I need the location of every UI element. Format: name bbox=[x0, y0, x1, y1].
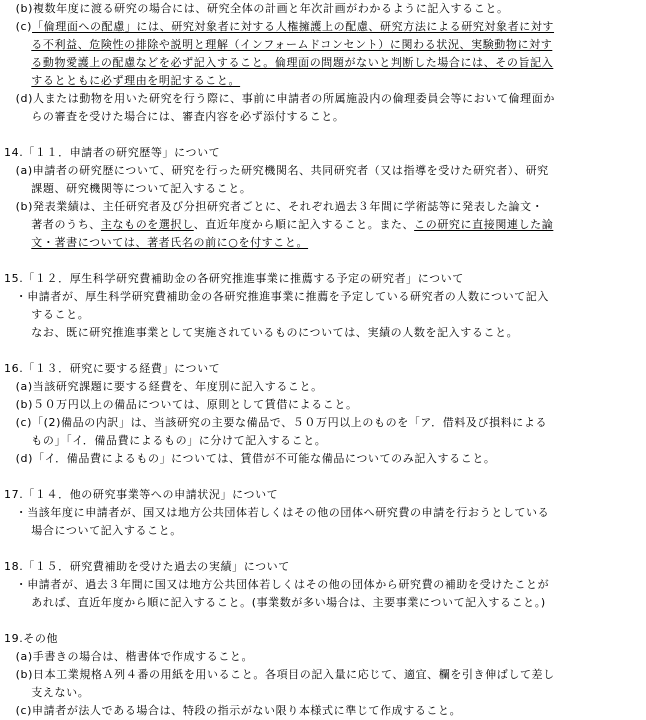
text-segment: (b)日本工業規格Ａ列４番の用紙を用いること。各項目の記入量に応じて、適宜、欄を引き伸ばして差し bbox=[4, 668, 555, 681]
text-segment: (c) bbox=[4, 20, 33, 33]
text-segment bbox=[4, 74, 31, 87]
text-line bbox=[4, 486, 642, 504]
text-segment: (a)当該研究課題に要する経費を、年度別に記入すること。 bbox=[4, 380, 323, 393]
text-segment: なお、既に研究推進事業として実施されているものについては、実績の人数を記入すること。 bbox=[4, 326, 519, 339]
text-line bbox=[4, 684, 642, 702]
text-segment: 14.「１１．申請者の研究歴等」について bbox=[4, 146, 221, 159]
text-line bbox=[4, 522, 642, 540]
text-line bbox=[4, 72, 642, 90]
text-segment: (a)手書きの場合は、楷書体で作成すること。 bbox=[4, 650, 254, 663]
text-line bbox=[4, 648, 642, 666]
text-segment: 19.その他 bbox=[4, 632, 59, 645]
text-segment bbox=[4, 56, 31, 69]
text-line bbox=[4, 396, 642, 414]
text-line bbox=[4, 36, 642, 54]
underlined-text: この研究に直接関連した論 bbox=[414, 218, 554, 231]
text-segment: (a)申請者の研究歴について、研究を行った研究機関名、共同研究者（又は指導を受けた研究者）、研究 bbox=[4, 164, 549, 177]
text-segment: あれば、直近年度から順に記入すること。(事業数が多い場合は、主要事業について記入すること。) bbox=[4, 596, 546, 609]
text-line bbox=[4, 666, 642, 684]
text-segment bbox=[4, 236, 31, 249]
text-segment: ・当該年度に申請者が、国又は地方公共団体若しくはその他の団体へ研究費の申請を行おうとしている bbox=[4, 506, 550, 519]
text-segment: (b)発表業績は、主任研究者及び分担研究者ごとに、それぞれ過去３年間に学術誌等に発表した論文・ bbox=[4, 200, 544, 213]
text-line bbox=[4, 594, 642, 612]
text-segment: らの審査を受けた場合には、審査内容を必ず添付すること。 bbox=[4, 110, 345, 123]
text-line bbox=[4, 306, 642, 324]
text-segment: 支えない。 bbox=[4, 686, 90, 699]
text-segment: (c)「(2)備品の内訳」は、当該研究の主要な備品で、５０万円以上のものを「ア．借料及び損料による bbox=[4, 416, 548, 429]
text-line bbox=[4, 198, 642, 216]
text-segment: (d)「イ．備品費によるもの」については、賃借が不可能な備品についてのみ記入すること。 bbox=[4, 452, 496, 465]
text-segment: 課題、研究機関等について記入すること。 bbox=[4, 182, 252, 195]
blank-line bbox=[4, 468, 642, 486]
text-segment: 16.「１３．研究に要する経費」について bbox=[4, 362, 221, 375]
text-line bbox=[4, 18, 642, 36]
blank-line bbox=[4, 126, 642, 144]
text-line bbox=[4, 360, 642, 378]
underlined-text: するとともに必ず理由を明記すること。 bbox=[31, 74, 241, 87]
text-line bbox=[4, 702, 642, 720]
blank-line bbox=[4, 342, 642, 360]
text-line bbox=[4, 162, 642, 180]
text-segment: 17.「１４．他の研究事業等への申請状況」について bbox=[4, 488, 279, 501]
underlined-text: 「倫理面への配慮」には、研究対象者に対する人権擁護上の配慮、研究方法による研究対象者に対す bbox=[32, 20, 555, 33]
text-line bbox=[4, 630, 642, 648]
underlined-text: る動物愛護上の配慮などを必ず記入すること。倫理面の問題がないと判断した場合には、その旨記入 bbox=[31, 56, 554, 69]
underlined-text: 文・著書については、著者氏名の前に○を付すこと。 bbox=[31, 236, 309, 249]
text-segment: 15.「１２．厚生科学研究費補助金の各研究推進事業に推薦する予定の研究者」について bbox=[4, 272, 464, 285]
underlined-text: る不利益、危険性の排除や説明と理解（インフォームドコンセント）に関わる状況、実験動物に対す bbox=[31, 38, 553, 51]
text-line bbox=[4, 504, 642, 522]
text-segment: (c)申請者が法人である場合は、特段の指示がない限り本様式に準じて作成すること。 bbox=[4, 704, 462, 717]
text-segment: ・申請者が、厚生科学研究費補助金の各研究推進事業に推薦を予定している研究者の人数について記入 bbox=[4, 290, 549, 303]
text-segment bbox=[4, 38, 31, 51]
text-segment: 18.「１５．研究費補助を受けた過去の実績」について bbox=[4, 560, 290, 573]
text-line bbox=[4, 270, 642, 288]
text-line bbox=[4, 450, 642, 468]
text-segment: (d)人または動物を用いた研究を行う際に、事前に申請者の所属施設内の倫理委員会等において倫理面か bbox=[4, 92, 555, 105]
blank-line bbox=[4, 612, 642, 630]
text-segment: すること。 bbox=[4, 308, 90, 321]
text-line bbox=[4, 0, 642, 18]
text-line bbox=[4, 378, 642, 396]
text-line bbox=[4, 144, 642, 162]
text-line bbox=[4, 234, 642, 252]
text-segment: ・申請者が、過去３年間に国又は地方公共団体若しくはその他の団体から研究費の補助を受けたことが bbox=[4, 578, 550, 591]
text-line bbox=[4, 216, 642, 234]
text-segment: もの」「イ．備品費によるもの」に分けて記入すること。 bbox=[4, 434, 327, 447]
blank-line bbox=[4, 252, 642, 270]
text-segment: 場合について記入すること。 bbox=[4, 524, 182, 537]
text-line bbox=[4, 108, 642, 126]
text-line bbox=[4, 90, 642, 108]
text-line bbox=[4, 558, 642, 576]
text-line bbox=[4, 324, 642, 342]
text-segment: (b)５０万円以上の備品については、原則として賃借によること。 bbox=[4, 398, 358, 411]
text-line bbox=[4, 414, 642, 432]
text-segment: (b)複数年度に渡る研究の場合には、研究全体の計画と年次計画がわかるように記入すること。 bbox=[4, 2, 509, 15]
text-line bbox=[4, 576, 642, 594]
text-line bbox=[4, 180, 642, 198]
text-line bbox=[4, 54, 642, 72]
text-segment: 著者のうち、 bbox=[4, 218, 101, 231]
text-segment: 、直近年度から順に記入すること。また、 bbox=[193, 218, 415, 231]
blank-line bbox=[4, 540, 642, 558]
text-line bbox=[4, 288, 642, 306]
underlined-text: 主なものを選択し bbox=[100, 218, 194, 231]
text-line bbox=[4, 432, 642, 450]
